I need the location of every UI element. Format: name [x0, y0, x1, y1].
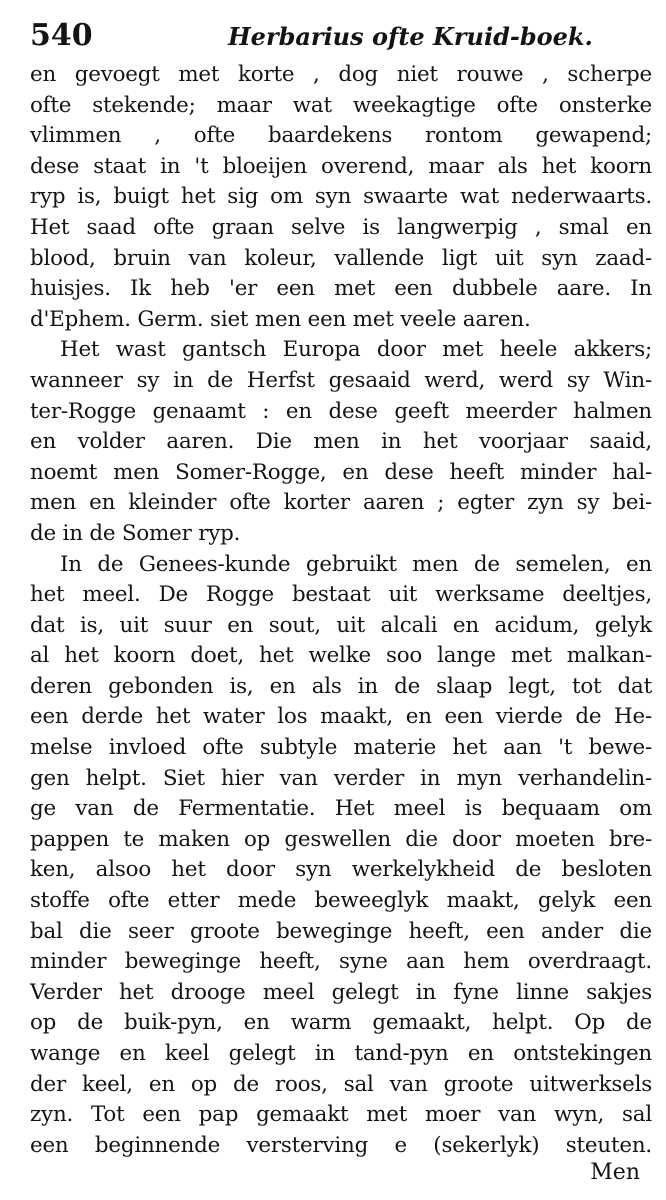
text-line: ge van de Fermentatie. Het meel is bequaam om	[30, 796, 652, 822]
text-line: deren gebonden is, en als in de slaap legt, tot dat	[30, 673, 652, 699]
text-line: dese staat in 't bloeijen overend, maar als het koorn	[30, 153, 652, 179]
text-line: ryp is, buigt het sig om syn swaarte wat nederwaarts.	[30, 184, 652, 210]
text-line: Het saad ofte graan selve is langwerpig , smal en	[30, 214, 652, 240]
text-line: melse invloed ofte subtyle materie het aan 't bewe-	[30, 735, 652, 761]
text-line: een derde het water los maakt, en een vierde de He-	[30, 704, 652, 730]
text-line: huisjes. Ik heb 'er een met een dubbele aare. In	[30, 276, 652, 302]
text-line: al het koorn doet, het welke soo lange met malkan-	[30, 643, 652, 669]
text-line: der keel, en op de roos, sal van groote uitwerksels	[30, 1071, 652, 1097]
text-line: de in de Somer ryp.	[30, 520, 241, 546]
text-line: blood, bruin van koleur, vallende ligt uit syn zaad-	[30, 245, 652, 271]
text-line: wange en keel gelegt in tand-pyn en ontstekingen	[30, 1041, 652, 1066]
text-line: vlimmen , ofte baardekens rontom gewapend;	[30, 123, 652, 149]
text-line: minder beweginge heeft, syne aan hem overdraagt.	[30, 949, 652, 975]
running-title: Herbarius ofte Kruid-boek.	[228, 22, 593, 51]
text-line: dat is, uit suur en sout, uit alcali en acidum, gelyk	[30, 612, 652, 638]
text-line: en gevoegt met korte , dog niet rouwe , scherpe	[30, 62, 652, 87]
text-line: zyn. Tot een pap gemaakt met moer van wyn, sal	[30, 1102, 652, 1128]
text-line: Het wast gantsch Europa door met heele akkers;	[60, 337, 652, 363]
text-line: noemt men Somer-Rogge, en dese heeft minder hal-	[30, 459, 652, 485]
text-line: wanneer sy in de Herfst gesaaid werd, werd sy Win-	[30, 367, 652, 393]
text-line: het meel. De Rogge bestaat uit werksame deeltjes,	[30, 582, 652, 608]
page-header	[30, 18, 650, 58]
text-line: op de buik-pyn, en warm gemaakt, helpt. Op de	[30, 1010, 652, 1036]
text-line: stoffe ofte etter mede beweeglyk maakt, gelyk een	[30, 888, 652, 914]
text-line: ken, alsoo het door syn werkelykheid de besloten	[30, 857, 652, 883]
text-line: In de Genees-kunde gebruikt men de semelen, en	[60, 551, 652, 577]
text-line: d'Ephem. Germ. siet men een met veele aaren.	[30, 306, 531, 332]
text-line: Verder het drooge meel gelegt in fyne linne sakjes	[30, 979, 652, 1005]
text-line: pappen te maken op geswellen die door moeten bre-	[30, 826, 652, 852]
catchword: Men	[590, 1160, 640, 1185]
text-line: bal die seer groote beweginge heeft, een ander die	[30, 918, 652, 944]
body-text	[30, 60, 652, 1161]
text-line: ter-Rogge genaamt : en dese geeft meerder halmen	[30, 398, 652, 424]
text-line: een beginnende versterving e (sekerlyk) steuten.	[30, 1132, 652, 1158]
text-line: en volder aaren. Die men in het voorjaar saaid,	[30, 429, 652, 455]
text-line: men en kleinder ofte korter aaren ; egter zyn sy bei-	[30, 490, 652, 516]
text-line: gen helpt. Siet hier van verder in myn verhandelin-	[30, 765, 652, 791]
page-number: 540	[30, 18, 93, 53]
text-line: ofte stekende; maar wat weekagtige ofte onsterke	[30, 92, 652, 118]
